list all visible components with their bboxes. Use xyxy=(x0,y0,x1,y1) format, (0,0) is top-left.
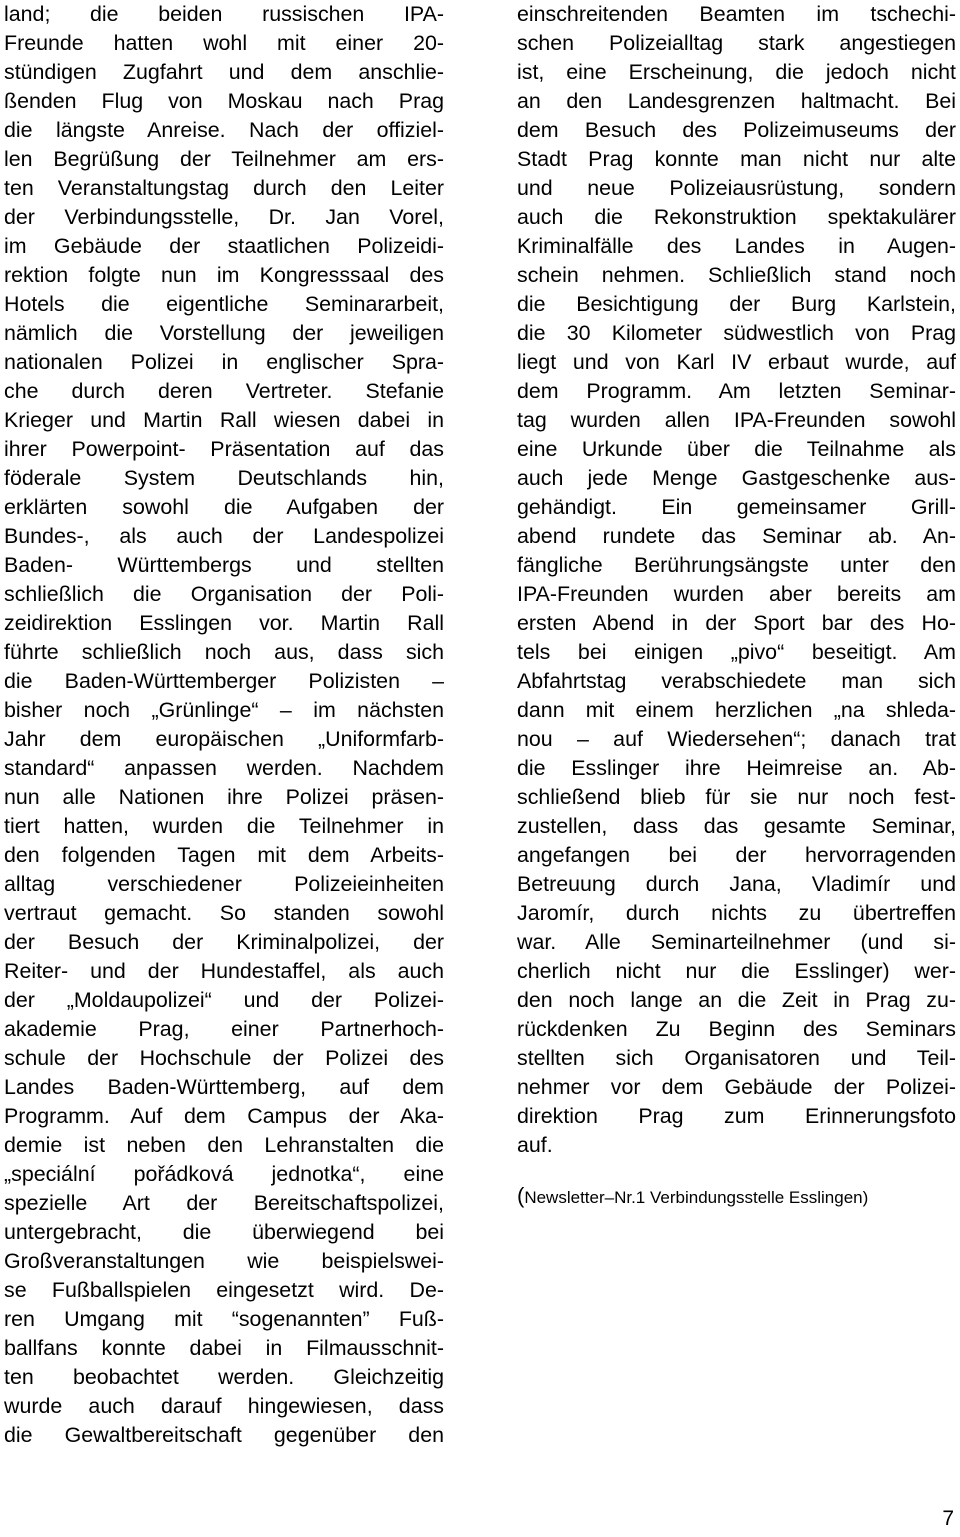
text-line: und neue Polizeiausrüstung, sondern xyxy=(517,176,956,200)
text-line: rückdenken Zu Beginn des Seminars xyxy=(517,1017,956,1041)
text-line: Jaromír, durch nichts zu übertreffen xyxy=(517,901,956,925)
right-text-column xyxy=(517,0,956,1160)
text-line: len Begrüßung der Teilnehmer am ers- xyxy=(4,147,444,171)
text-line: demie ist neben den Lehranstalten die xyxy=(4,1133,444,1157)
text-line: Betreuung durch Jana, Vladimír und xyxy=(517,872,956,896)
text-line: schen Polizeialltag stark angestiegen xyxy=(517,31,956,55)
text-line: schein nehmen. Schließlich stand noch xyxy=(517,263,956,287)
text-line: wurde auch darauf hingewiesen, dass xyxy=(4,1394,444,1418)
text-line: den noch lange an die Zeit in Prag zu- xyxy=(517,988,956,1012)
text-line: Krieger und Martin Rall wiesen dabei in xyxy=(4,408,444,432)
text-line: dem Besuch des Polizeimuseums der xyxy=(517,118,956,142)
text-line: nou – auf Wiedersehen“; danach trat xyxy=(517,727,956,751)
text-line: abend rundete das Seminar ab. An- xyxy=(517,524,956,548)
text-line: tels bei einigen „pivo“ beseitigt. Am xyxy=(517,640,956,664)
text-line: land; die beiden russischen IPA- xyxy=(4,2,444,26)
text-line: Hotels die eigentliche Seminararbeit, xyxy=(4,292,444,316)
text-line: die längste Anreise. Nach der offiziel- xyxy=(4,118,444,142)
text-line: Großveranstaltungen wie beispielswei- xyxy=(4,1249,444,1273)
text-line: Reiter- und der Hundestaffel, als auch xyxy=(4,959,444,983)
text-line: schließlich die Organisation der Poli- xyxy=(4,582,444,606)
source-text: Newsletter–Nr.1 Verbindungsstelle Esslingen) xyxy=(524,1188,869,1207)
text-line: ten Veranstaltungstag durch den Leiter xyxy=(4,176,444,200)
text-line: föderale System Deutschlands hin, xyxy=(4,466,444,490)
text-line: Landes Baden-Württemberg, auf dem xyxy=(4,1075,444,1099)
text-line: se Fußballspielen eingesetzt wird. De- xyxy=(4,1278,444,1302)
text-line: ist, eine Erscheinung, die jedoch nicht xyxy=(517,60,956,84)
text-line: standard“ anpassen werden. Nachdem xyxy=(4,756,444,780)
text-line: den folgenden Tagen mit dem Arbeits- xyxy=(4,843,444,867)
text-line: der „Moldaupolizei“ und der Polizei- xyxy=(4,988,444,1012)
source-citation xyxy=(517,1183,868,1209)
text-line: bisher noch „Grünlinge“ – im nächsten xyxy=(4,698,444,722)
text-line: stündigen Zugfahrt und dem anschlie- xyxy=(4,60,444,84)
text-line: zeidirektion Esslingen vor. Martin Rall xyxy=(4,611,444,635)
text-line: che durch deren Vertreter. Stefanie xyxy=(4,379,444,403)
text-line: alltag verschiedener Polizeieinheiten xyxy=(4,872,444,896)
text-line: auf. xyxy=(517,1133,553,1157)
text-line: auch jede Menge Gastgeschenke aus- xyxy=(517,466,956,490)
text-line: angefangen bei der hervorragenden xyxy=(517,843,956,867)
text-line: war. Alle Seminarteilnehmer (und si- xyxy=(517,930,956,954)
text-line: erklärten sowohl die Aufgaben der xyxy=(4,495,444,519)
text-line: Bundes-, als auch der Landespolizei xyxy=(4,524,444,548)
text-line: nun alle Nationen ihre Polizei präsen- xyxy=(4,785,444,809)
text-line: tag wurden allen IPA-Freunden sowohl xyxy=(517,408,956,432)
text-line: ballfans konnte dabei in Filmausschnit- xyxy=(4,1336,444,1360)
text-line: „speciální pořádková jednotka“, eine xyxy=(4,1162,444,1186)
text-line: fängliche Berührungsängste unter den xyxy=(517,553,956,577)
text-line: ten beobachtet werden. Gleichzeitig xyxy=(4,1365,444,1389)
text-line: untergebracht, die überwiegend bei xyxy=(4,1220,444,1244)
text-line: ihrer Powerpoint- Präsentation auf das xyxy=(4,437,444,461)
text-line: ßenden Flug von Moskau nach Prag xyxy=(4,89,444,113)
text-line: dem Programm. Am letzten Seminar- xyxy=(517,379,956,403)
text-line: die 30 Kilometer südwestlich von Prag xyxy=(517,321,956,345)
text-line: auch die Rekonstruktion spektakulärer xyxy=(517,205,956,229)
text-line: der Verbindungsstelle, Dr. Jan Vorel, xyxy=(4,205,444,229)
text-line: eine Urkunde über die Teilnahme als xyxy=(517,437,956,461)
page-number: 7 xyxy=(942,1507,954,1530)
text-line: Freunde hatten wohl mit einer 20- xyxy=(4,31,444,55)
text-line: liegt und von Karl IV erbaut wurde, auf xyxy=(517,350,956,374)
text-line: die Baden-Württemberger Polizisten – xyxy=(4,669,444,693)
text-line: cherlich nicht nur die Esslinger) wer- xyxy=(517,959,956,983)
text-line: führte schließlich noch aus, dass sich xyxy=(4,640,444,664)
text-line: Programm. Auf dem Campus der Aka- xyxy=(4,1104,444,1128)
text-line: schule der Hochschule der Polizei des xyxy=(4,1046,444,1070)
text-line: ersten Abend in der Sport bar des Ho- xyxy=(517,611,956,635)
text-line: Baden- Württembergs und stellten xyxy=(4,553,444,577)
text-line: IPA-Freunden wurden aber bereits am xyxy=(517,582,956,606)
text-line: direktion Prag zum Erinnerungsfoto xyxy=(517,1104,956,1128)
text-line: nationalen Polizei in englischer Spra- xyxy=(4,350,444,374)
text-line: rektion folgte nun im Kongresssaal des xyxy=(4,263,444,287)
text-line: schließend blieb für sie nur noch fest- xyxy=(517,785,956,809)
text-line: stellten sich Organisatoren und Teil- xyxy=(517,1046,956,1070)
left-text-column xyxy=(4,0,444,1450)
text-line: im Gebäude der staatlichen Polizeidi- xyxy=(4,234,444,258)
source-open-paren: ( xyxy=(517,1183,525,1208)
text-line: nämlich die Vorstellung der jeweiligen xyxy=(4,321,444,345)
text-line: Abfahrtstag verabschiedete man sich xyxy=(517,669,956,693)
text-line: der Besuch der Kriminalpolizei, der xyxy=(4,930,444,954)
text-line: die Esslinger ihre Heimreise an. Ab- xyxy=(517,756,956,780)
text-line: die Gewaltbereitschaft gegenüber den xyxy=(4,1423,444,1447)
text-line: die Besichtigung der Burg Karlstein, xyxy=(517,292,956,316)
text-line: einschreitenden Beamten im tschechi- xyxy=(517,2,956,26)
text-line: Kriminalfälle des Landes in Augen- xyxy=(517,234,956,258)
text-line: an den Landesgrenzen haltmacht. Bei xyxy=(517,89,956,113)
text-line: Jahr dem europäischen „Uniformfarb- xyxy=(4,727,444,751)
text-line: tiert hatten, wurden die Teilnehmer in xyxy=(4,814,444,838)
text-line: zustellen, dass das gesamte Seminar, xyxy=(517,814,956,838)
text-line: Stadt Prag konnte man nicht nur alte xyxy=(517,147,956,171)
text-line: spezielle Art der Bereitschaftspolizei, xyxy=(4,1191,444,1215)
text-line: ren Umgang mit “sogenannten” Fuß- xyxy=(4,1307,444,1331)
text-line: gehändigt. Ein gemeinsamer Grill- xyxy=(517,495,956,519)
text-line: akademie Prag, einer Partnerhoch- xyxy=(4,1017,444,1041)
text-line: nehmer vor dem Gebäude der Polizei- xyxy=(517,1075,956,1099)
text-line: vertraut gemacht. So standen sowohl xyxy=(4,901,444,925)
text-line: dann mit einem herzlichen „na shleda- xyxy=(517,698,956,722)
